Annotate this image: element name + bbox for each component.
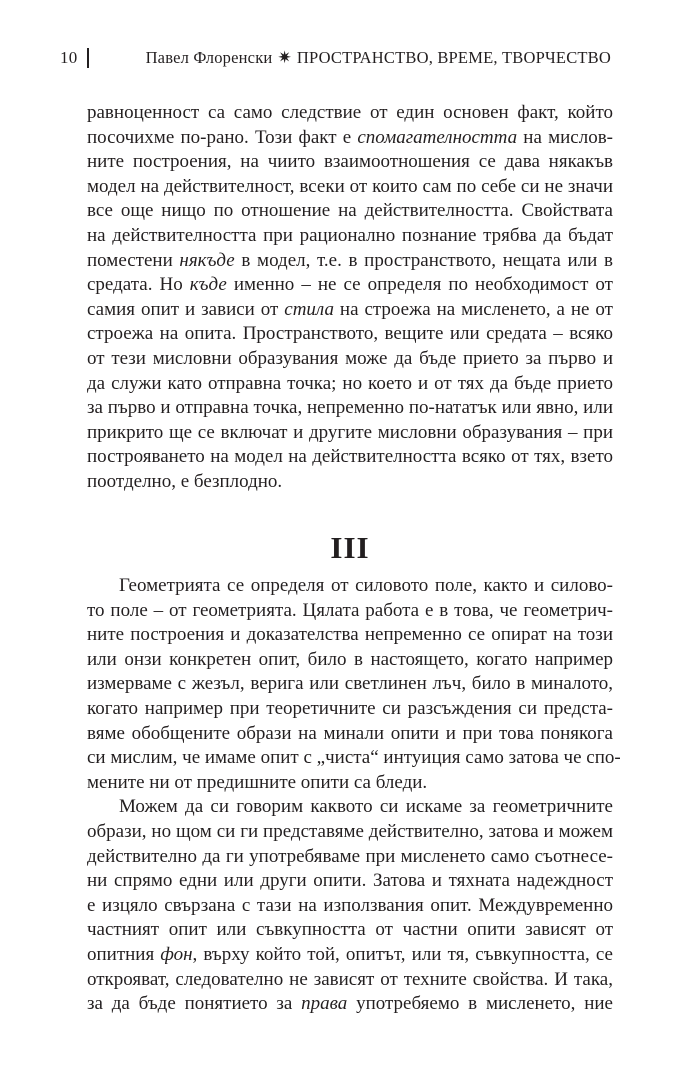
text-line: ни спрямо едни или други опити. Затова и тяхната надеждност [87, 870, 613, 892]
text-line: ните построения, на чиито взаимоотношения се дава някакъв [87, 151, 613, 173]
text-line: за да бъде понятието за права употребяемо в мисленето, ние [87, 993, 613, 1015]
section-body [87, 574, 621, 1017]
text-line: строежа на опита. Пространството, вещите или средата – всяко [87, 323, 613, 345]
text-line: или онзи конкретен опит, било в настоящето, когато например [87, 648, 613, 670]
text-line: мените ни от предишните опити са бледи. [87, 771, 428, 793]
running-title [146, 48, 611, 68]
page-number: 10 [60, 48, 78, 67]
header-divider [87, 48, 89, 68]
text-line: посочихме по-рано. Този факт е спомагателността на мислов- [87, 126, 613, 148]
text-line: самия опит и зависи от стила на строежа на мисленето, а не от [87, 298, 613, 320]
star-ornament-icon: ✷ [277, 48, 292, 67]
text-line: все още нищо по отношение на действителността. Свойствата [87, 200, 613, 222]
header-book-title: ПРОСТРАНСТВО, ВРЕМЕ, ТВОРЧЕСТВО [296, 48, 611, 67]
text-line: когато например при теоретичните си разсъждения си предста- [87, 697, 613, 719]
text-line: прикрито ще се включат и другите мисловни образувания – при [87, 421, 613, 443]
text-line: опитния фон, върху който той, опитът, или тя, съвкупността, се [87, 943, 613, 965]
text-line: поотделно, е безплодно. [87, 470, 283, 492]
text-line: си мислим, че имаме опит с „чиста“ интуиция само затова че спо- [87, 747, 621, 769]
text-line: Геометрията се определя от силовото поле, както и силово- [119, 575, 613, 596]
text-line: средата. Но къде именно – не се определя по необходимост от [87, 274, 613, 296]
text-line: частният опит или съвкупността от частни опити зависят от [87, 919, 613, 941]
text-line: ните построения и доказателства непременно се опират на този [87, 624, 613, 646]
text-line: за първо и отправна точка, непременно по-нататък или явно, или [87, 397, 613, 419]
text-line: построяването на модел на действителността всяко от тях, взето [87, 446, 613, 468]
text-line: поместени някъде в модел, т.е. в пространството, нещата или в [87, 249, 613, 271]
text-line: модел на действителност, всеки от които сам по себе си не значи [87, 175, 613, 197]
text-line: образи, но щом си ги представяме действително, затова и можем [87, 820, 613, 842]
section-heading: III [330, 530, 370, 565]
running-head [60, 46, 611, 70]
folio-group [60, 48, 89, 68]
text-line: вяме обобщените образи на минали опити и при това понякога [87, 722, 613, 744]
text-line: действително да ги употребяваме при мисленето само съотнесе- [87, 845, 613, 867]
paragraph-continued [87, 101, 613, 495]
text-line: равноценност са само следствие от един основен факт, който [87, 102, 613, 123]
text-line: от тези мисловни образувания може да бъде прието за първо и [87, 347, 613, 369]
text-line: да служи като отправна точка; но което и от тях да бъде прието [87, 372, 613, 394]
text-line: открояват, следователно не зависят от техните свойства. И така, [87, 968, 613, 990]
text-line: е изцяло свързана с тази на използвания опит. Междувременно [87, 894, 613, 916]
text-line: Можем да си говорим каквото си искаме за геометричните [119, 796, 613, 818]
header-author: Павел Флоренски [145, 48, 273, 67]
text-line: то поле – от геометрията. Цялата работа е в това, че геометрич- [87, 599, 613, 621]
text-line: на действителността при рационално познание трябва да бъдат [87, 224, 613, 246]
text-line: измерваме с жезъл, верига или светлинен лъч, било в миналото, [87, 673, 613, 695]
